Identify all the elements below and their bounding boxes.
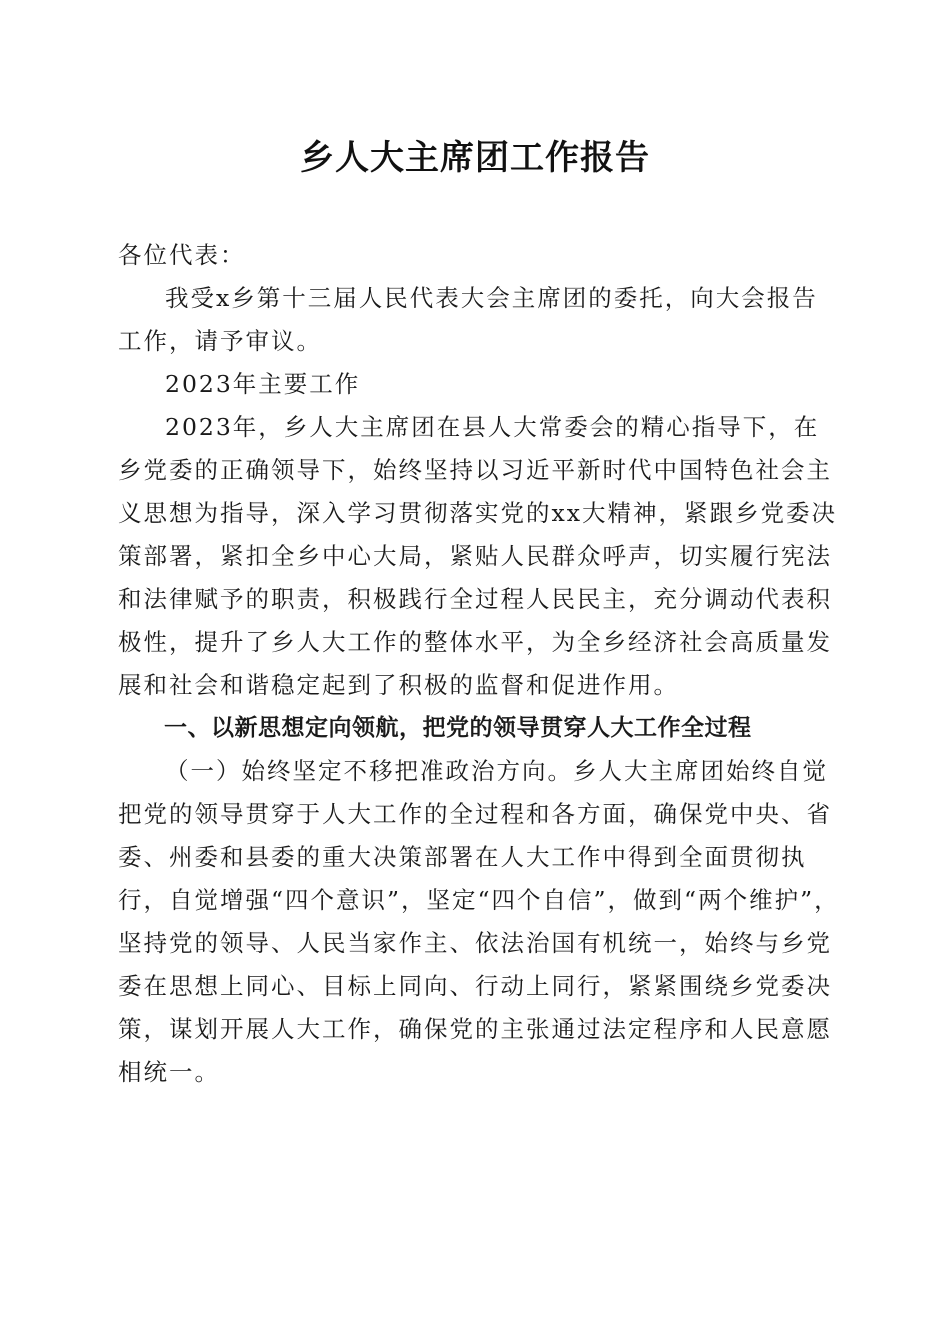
salutation: 各位代表： — [118, 241, 246, 269]
document-body — [118, 234, 840, 1094]
document-title: 乡人大主席团工作报告 — [300, 138, 650, 178]
summary-paragraph: 2023年，乡人大主席团在县人大常委会的精心指导下，在乡党委的正确领导下，始终坚持以习近平新时代中国特色社会主义思想为指导，深入学习贯彻落实党的xx大精神，紧跟乡党委决策部署，紧扣全乡中心大局，紧贴人民群众呼声，切实履行宪法和法律赋予的职责，积极践行全过程人民民主，充分调动代表积极性，提升了乡人大工作的整体水平，为全乡经济社会高质量发展和社会和谐稳定起到了积极的监督和促进作用。 — [118, 413, 838, 699]
intro-paragraph: 我受x乡第十三届人民代表大会主席团的委托，向大会报告工作，请予审议。 — [118, 284, 818, 355]
item-paragraph-1: （一）始终坚定不移把准政治方向。乡人大主席团始终自觉把党的领导贯穿于人大工作的全过程和各方面，确保党中央、省委、州委和县委的重大决策部署在人大工作中得到全面贯彻执行，自觉增强“四个意识”，坚定“四个自信”，做到“两个维护”，坚持党的领导、人民当家作主、依法治国有机统一，始终与乡党委在思想上同心、目标上同向、行动上同行，紧紧围绕乡党委决策，谋划开展人大工作，确保党的主张通过法定程序和人民意愿相统一。 — [118, 757, 840, 1086]
section-label: 2023年主要工作 — [165, 370, 361, 398]
section-heading-1: 一、以新思想定向领航，把党的领导贯穿人大工作全过程 — [164, 715, 752, 741]
